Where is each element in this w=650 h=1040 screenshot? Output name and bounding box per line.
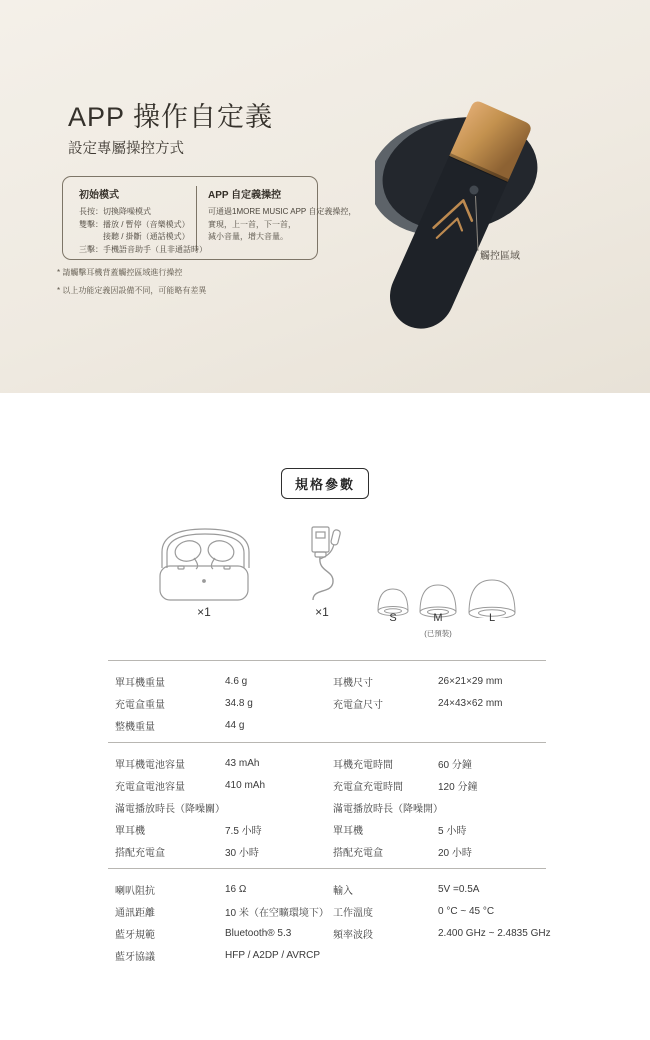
gesture-action: 切換降噪模式	[103, 207, 151, 216]
spec-subheader: 滿電播放時長（降噪開）	[333, 803, 443, 815]
footnote: * 請觸擊耳機背蓋觸控區域進行操控	[57, 268, 183, 277]
app-custom-title: APP 自定義操控	[208, 190, 282, 201]
spec-row: 耳機充電時間 60 分鐘	[333, 759, 472, 771]
mode-line	[79, 244, 207, 257]
earbud-illustration	[375, 95, 610, 345]
spec-row: 耳機尺寸 26×21×29 mm	[333, 675, 503, 689]
app-custom-line: 實現，上一首，下一首，	[208, 219, 296, 229]
spec-row: 充電盒充電時間 120 分鐘	[333, 781, 478, 793]
app-custom-line: 可通過1MORE MUSIC APP 自定義操控，	[208, 207, 357, 216]
spec-row: 單耳機 7.5 小時	[115, 825, 262, 837]
initial-mode-column	[63, 186, 207, 254]
tip-preinstalled-note: (已預裝)	[424, 629, 452, 638]
spec-row: 頻率波段 2.400 GHz ~ 2.4835 GHz	[333, 927, 551, 941]
spec-row: 藍牙規範 Bluetooth® 5.3	[115, 927, 292, 941]
page-title: APP 操作自定義	[68, 102, 274, 132]
charging-case-icon	[150, 522, 258, 604]
touch-area-dot	[470, 186, 479, 195]
spec-row: 充電盒尺寸 24×43×62 mm	[333, 697, 503, 711]
mode-line	[79, 231, 190, 244]
spec-row: 充電盒電池容量 410 mAh	[115, 779, 266, 793]
spec-row: 通訊距離 10 米（在空曠環境下）	[115, 907, 329, 919]
tip-size-m: M	[433, 612, 443, 624]
mode-line	[79, 219, 190, 232]
specs-heading: 規格參數	[281, 468, 369, 499]
spec-row: 工作溫度 0 °C ~ 45 °C	[333, 905, 495, 919]
initial-mode-title: 初始模式	[79, 190, 119, 201]
footnote: * 以上功能定義因設備不同，可能略有差異	[57, 286, 207, 295]
gesture-label: 雙擊：	[79, 219, 103, 229]
gesture-action: 播放 / 暫停（音樂模式）	[103, 219, 190, 229]
cable-quantity: ×1	[315, 605, 329, 619]
usb-cable-icon	[298, 524, 346, 604]
hero-section	[0, 0, 650, 393]
app-custom-line: 減小音量，增大音量。	[208, 232, 288, 241]
spec-row: 藍牙協議 HFP / A2DP / AVRCP	[115, 949, 321, 963]
spec-subheader: 滿電播放時長（降噪關）	[115, 803, 225, 815]
gesture-label: 長按：	[79, 207, 103, 216]
gesture-label	[79, 231, 103, 244]
case-quantity: ×1	[197, 605, 211, 619]
app-custom-column	[197, 186, 364, 251]
page-subtitle: 設定專屬操控方式	[68, 141, 184, 157]
tip-size-s: S	[389, 612, 397, 624]
gesture-action: 接聽 / 掛斷（通話模式）	[103, 232, 190, 241]
tip-size-l: L	[488, 612, 496, 624]
spec-row: 單耳機 5 小時	[333, 825, 467, 837]
gesture-action: 手機語音助手（且非通話時）	[103, 244, 207, 254]
spec-row: 整機重量 44 g	[115, 719, 245, 733]
spec-row: 單耳機電池容量 43 mAh	[115, 757, 260, 771]
spec-row: 輸入 5V =0.5A	[333, 883, 480, 897]
touch-area-label: 觸控區域	[480, 251, 520, 262]
mode-line	[79, 206, 190, 219]
spec-block-connectivity	[108, 868, 551, 972]
spec-row: 搭配充電盒 30 小時	[115, 847, 259, 859]
spec-table	[108, 660, 551, 972]
gesture-label: 三擊：	[79, 244, 103, 254]
spec-row: 單耳機重量 4.6 g	[115, 675, 248, 689]
control-modes-box	[62, 176, 357, 260]
spec-row: 搭配充電盒 20 小時	[333, 847, 472, 859]
spec-block-battery	[108, 742, 546, 868]
spec-row: 喇叭阻抗 16 Ω	[115, 883, 247, 897]
spec-block-dimensions	[108, 660, 546, 742]
spec-row: 充電盒重量 34.8 g	[115, 697, 253, 711]
